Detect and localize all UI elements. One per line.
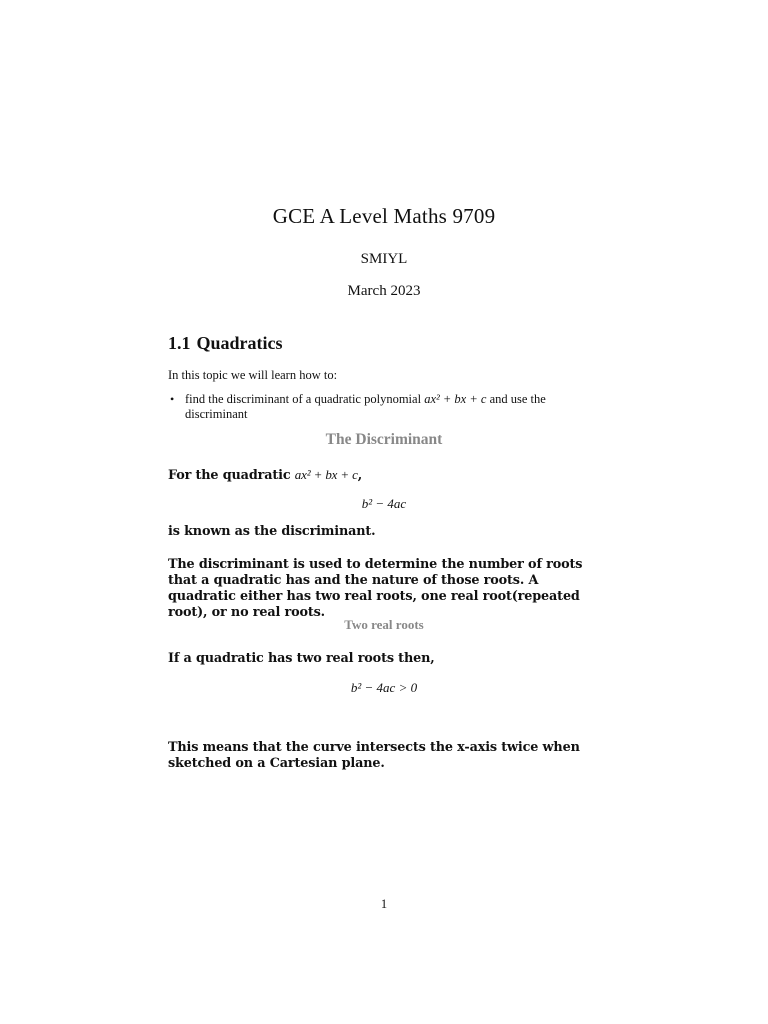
list-item bbox=[168, 392, 608, 422]
section-intro: In this topic we will learn how to: bbox=[168, 368, 338, 382]
bullet-icon: • bbox=[170, 392, 175, 406]
discriminant-heading: The Discriminant bbox=[325, 431, 443, 448]
document-author: SMIYL bbox=[360, 251, 408, 267]
for-text: For the quadratic bbox=[168, 468, 295, 483]
section-heading bbox=[168, 333, 283, 354]
objectives-list bbox=[168, 392, 608, 422]
known-as-paragraph: is known as the discriminant. bbox=[168, 524, 376, 539]
document-title: GCE A Level Maths 9709 bbox=[272, 204, 496, 228]
page-number: 1 bbox=[380, 897, 388, 911]
two-roots-inequality: b² − 4ac > 0 bbox=[350, 680, 418, 695]
meaning-paragraph: This means that the curve intersects the x-axis twice when sketched on a Cartesian plane. bbox=[168, 740, 580, 771]
explanation-paragraph: The discriminant is used to determine the number of roots that a quadratic has and the nature of those roots. A quadratic either has two real roots, one real root(repeated root), or no real roots. bbox=[168, 557, 583, 620]
quadratic-intro-paragraph bbox=[168, 467, 608, 484]
section-title: Quadratics bbox=[196, 333, 283, 353]
bullet-text-before: find the discriminant of a quadratic polynomial bbox=[185, 392, 425, 406]
two-roots-lead-paragraph: If a quadratic has two real roots then, bbox=[168, 651, 435, 666]
bullet-math: ax² + bx + c bbox=[424, 392, 487, 406]
for-math: ax² + bx + c bbox=[294, 467, 358, 482]
for-end: , bbox=[357, 468, 363, 483]
bullet-text-after: and use the discriminant bbox=[185, 392, 546, 421]
document-date: March 2023 bbox=[347, 283, 421, 299]
section-number: 1.1 bbox=[168, 333, 191, 353]
discriminant-equation: b² − 4ac bbox=[361, 496, 407, 511]
two-real-roots-heading: Two real roots bbox=[344, 617, 424, 632]
